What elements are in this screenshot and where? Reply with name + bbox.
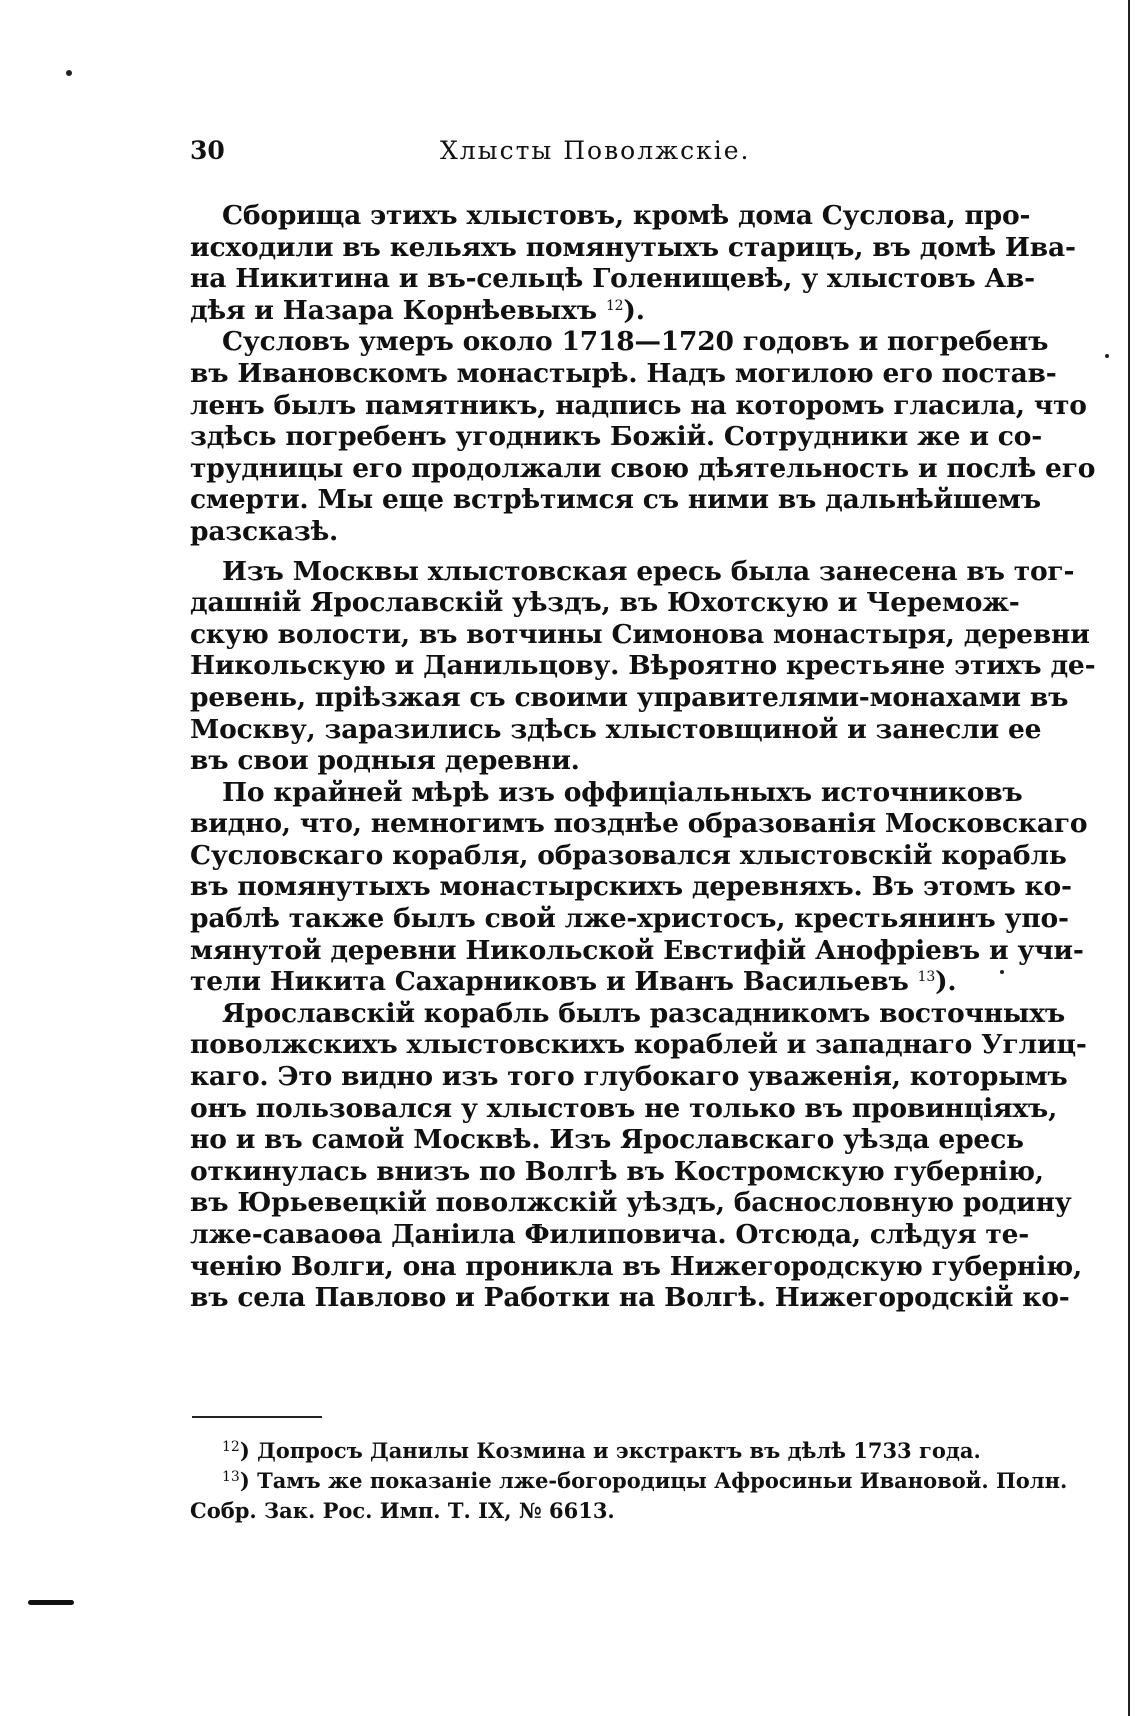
footnote-ref-12: 12 [605, 297, 624, 314]
paragraph-gap [190, 548, 992, 556]
text-line: раблѣ также былъ свой лже-христосъ, крестьянинъ упо- [190, 903, 1069, 935]
footnote-13-continuation: Собр. Зак. Рос. Имп. Т. IX, № 6613. [190, 1498, 615, 1523]
footnote-13: $^{13}$) Тамъ же показаніе лже-богородицы Афросиньи Ивановой. Полн. [222, 1468, 1068, 1493]
scan-speck [1105, 354, 1109, 358]
text-line: въ помянутыхъ монастырскихъ деревняхъ. Въ этомъ ко- [190, 871, 1072, 903]
text-line: ленъ былъ памятникъ, надпись на которомъ гласила, что [190, 389, 1087, 421]
text-line: мянутой деревни Никольской Евстифій Анофріевъ и учи- [190, 934, 1084, 966]
text-line: дашній Ярославскій уѣздъ, въ Юхотскую и Черемож- [190, 587, 1020, 619]
text-line: По крайней мѣрѣ изъ оффиціальныхъ источниковъ [222, 776, 1023, 808]
scan-edge-line [1128, 0, 1130, 1716]
running-title: Хлысты Поволжскіе. [440, 136, 751, 165]
text-line: разсказѣ. [190, 515, 339, 547]
text-line: лже-саваоѳа Даніила Филиповича. Отсюда, слѣдуя те- [190, 1219, 1030, 1250]
text-line: откинулась внизъ по Волгѣ въ Костромскую губернію, [190, 1155, 1044, 1187]
text-line: смерти. Мы еще встрѣтимся съ ними въ дальнѣйшемъ [190, 484, 1041, 516]
text-line: въ свои родныя деревни. [190, 745, 580, 777]
scan-speck [1000, 970, 1004, 974]
text-line: поволжскихъ хлыстовскихъ кораблей и западнаго Углиц- [190, 1029, 1087, 1061]
text-line: тели Никита Сахарниковъ и Иванъ Васильевъ $^{13}$). [190, 966, 957, 998]
text-line: на Никитина и въ-сельцѣ Голенищевѣ, у хлыстовъ Ав- [190, 263, 1035, 295]
main-text [190, 200, 1096, 1314]
text-line: Ярославскій корабль былъ разсадникомъ восточныхъ [222, 997, 1065, 1029]
text-line: трудницы его продолжали свою дѣятельность и послѣ его [190, 452, 1096, 484]
text-line: въ Юрьевецкій поволжскій уѣздъ, баснословную родину [190, 1187, 1072, 1219]
text-line: Москву, заразились здѣсь хлыстовщиной и занесли ее [190, 713, 1042, 745]
text-line: Сусловъ умеръ около 1718—1720 годовъ и погребенъ [222, 326, 1049, 358]
text-line: ревень, пріѣзжая съ своими управителями-монахами въ [190, 681, 1069, 713]
footnote-divider [192, 1416, 322, 1418]
running-head [190, 136, 990, 176]
text-line: Изъ Москвы хлыстовская ересь была занесена въ тог- [222, 555, 1075, 587]
text-line: Сусловскаго корабля, образовался хлыстовскій корабль [190, 839, 1067, 871]
scan-ink-mark [28, 1600, 74, 1605]
text-line: дѣя и Назара Корнѣевыхъ $^{12}$). [190, 294, 645, 326]
text-line: въ Ивановскомъ монастырѣ. Надъ могилою его постав- [190, 357, 1057, 389]
page-number: 30 [190, 136, 225, 165]
text-line: здѣсь погребенъ угодникъ Божій. Сотрудники же и со- [190, 421, 1043, 453]
text-line: но и въ самой Москвѣ. Изъ Ярославскаго уѣзда ересь [190, 1124, 1024, 1156]
text-line: исходили въ кельяхъ помянутыхъ старицъ, въ домѣ Ива- [190, 231, 1076, 263]
text-line: Сборища этихъ хлыстовъ, кромѣ дома Суслова, про- [222, 200, 1031, 231]
text-line: каго. Это видно изъ того глубокаго уваженія, которымъ [190, 1061, 1068, 1093]
text-line: видно, что, немногимъ позднѣе образованія Московскаго [190, 808, 1088, 840]
footnote-ref-13: 13 [917, 969, 936, 986]
text-line: скую волости, въ вотчины Симонова монастыря, деревни [190, 618, 1090, 650]
text-line: онъ пользовался у хлыстовъ не только въ провинціяхъ, [190, 1092, 1058, 1124]
footnotes [190, 1436, 1068, 1526]
footnote-12: $^{12}$) Допросъ Данилы Козмина и экстрактъ въ дѣлѣ 1733 года. [222, 1438, 981, 1463]
scan-speck [66, 70, 72, 76]
text-line: Никольскую и Данильцову. Вѣроятно крестьяне этихъ де- [190, 650, 1096, 682]
text-line: въ села Павлово и Работки на Волгѣ. Нижегородскій ко- [190, 1282, 1070, 1314]
text-line: ченію Волги, она проникла въ Нижегородскую губернію, [190, 1250, 1082, 1282]
